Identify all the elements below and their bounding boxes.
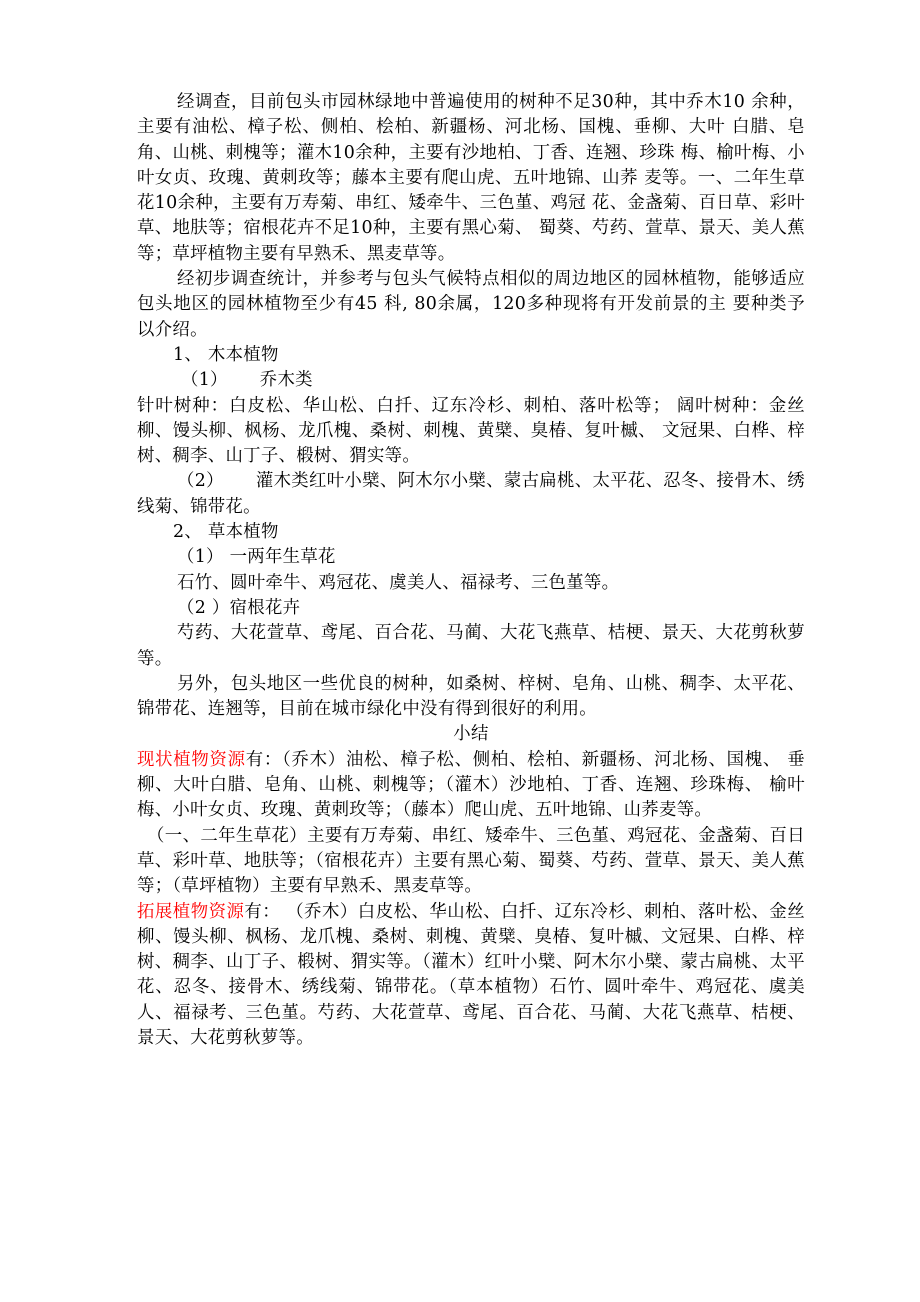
- heading-herbaceous-plants: 2、 草本植物: [173, 522, 279, 543]
- summary-title: 小结: [453, 724, 489, 745]
- perennial-flowers-paragraph: 芍药、大花萱草、鸢尾、百合花、马蔺、大花飞燕草、桔梗、景天、大花剪秋萝等。: [137, 623, 805, 669]
- heading-woody-plants: 1、 木本植物: [173, 344, 279, 365]
- current-resources-paragraph-2: （一、二年生草花）主要有万寿菊、串红、矮牵牛、三色堇、鸡冠花、金盏菊、百日草、彩叶草、地肤等；（宿根花卉）主要有黑心菊、蜀葵、芍药、萱草、景天、美人蕉等；（草坪植物）主要有早熟禾、黑麦草等。: [137, 825, 805, 897]
- expanded-resources-text: 有： （乔木）白皮松、华山松、白扦、辽东冷杉、刺柏、落叶松、金丝柳、馒头柳、枫杨、龙爪槐、桑树、刺槐、黄檗、臭椿、复叶槭、文冠果、白桦、梓树、稠李、山丁子、椴树、猬实等。（灌木）红叶小檗、阿木尔小檗、蒙古扁桃、太平花、忍冬、接骨木、绣线菊、锦带花。（草本植物）石竹、圆叶牵牛、鸡冠花、虞美人、福禄考、三色堇。芍药、大花萱草、鸢尾、百合花、马蔺、大花飞燕草、桔梗、景天、大花剪秋萝等。: [137, 901, 805, 1048]
- heading-trees-label: 乔木类: [259, 370, 313, 391]
- shrub-number: （2）: [177, 471, 224, 492]
- statistics-paragraph: 经初步调查统计，并参考与包头气候特点相似的周边地区的园林植物，能够适应包头地区的园林植物至少有45 科, 80余属，120多种现将有开发前景的主 要种类予以介绍。: [137, 269, 805, 340]
- heading-trees-number: （1）: [181, 370, 228, 391]
- heading-annual-flowers: （1） 一两年生草花: [177, 547, 336, 568]
- current-resources-paragraph: [137, 748, 805, 824]
- expanded-resources-label: 拓展植物资源: [137, 901, 245, 922]
- shrub-text: 灌木类红叶小檗、阿木尔小檗、蒙古扁桃、太平花、忍冬、接骨木、绣 线菊、锦带花。: [137, 471, 805, 517]
- current-resources-text: 有：（乔木）油松、樟子松、侧柏、桧柏、新疆杨、河北杨、国槐、 垂柳、大叶白腊、皂角、山桃、刺槐等；（灌木）沙地柏、丁香、连翘、珍珠梅、 榆叶梅、小叶女贞、玫瑰、黄刺玫等；（藤本）爬山虎、五叶地锦、山荞麦等。: [137, 749, 805, 821]
- tree-species-paragraph: 针叶树种：白皮松、华山松、白扦、辽东冷杉、刺柏、落叶松等； 阔叶树种：金丝柳、馒头柳、枫杨、龙爪槐、桑树、刺槐、黄檗、臭椿、复叶槭、 文冠果、白桦、梓树、稠李、山丁子、椴树、猬实等。: [137, 395, 805, 467]
- annual-flowers-paragraph: 石竹、圆叶牵牛、鸡冠花、虞美人、福禄考、三色堇等。: [177, 572, 620, 593]
- expanded-resources-paragraph: [137, 900, 805, 1052]
- document-page: [137, 90, 805, 1051]
- survey-paragraph: 经调查，目前包头市园林绿地中普遍使用的树种不足30种，其中乔木10 余种，主要有油松、樟子松、侧柏、桧柏、新疆杨、河北杨、国槐、垂柳、大叶 白腊、皂角、山桃、刺槐等；灌木10余种，主要有沙地柏、丁香、连翘、珍珠 梅、榆叶梅、小叶女贞、玫瑰、黄刺玫等；藤本主要有爬山虎、五叶地锦、山荞 麦等。一、二年生草花10余种，主要有万寿菊、串红、矮牵牛、三色堇、鸡冠 花、金盏菊、百日草、彩叶草、地肤等；宿根花卉不足10种，主要有黑心菊、 蜀葵、芍药、萱草、景天、美人蕉等；草坪植物主要有早熟禾、黑麦草等。: [137, 92, 805, 264]
- current-resources-label: 现状植物资源: [137, 749, 246, 770]
- other-species-paragraph: 另外，包头地区一些优良的树种，如桑树、梓树、皂角、山桃、稠李、太平花、锦带花、连翘等，目前在城市绿化中没有得到很好的利用。: [137, 673, 805, 720]
- heading-perennial-flowers: （2 ）宿根花卉: [177, 597, 301, 618]
- heading-trees: [137, 368, 805, 393]
- shrub-paragraph: [137, 469, 805, 520]
